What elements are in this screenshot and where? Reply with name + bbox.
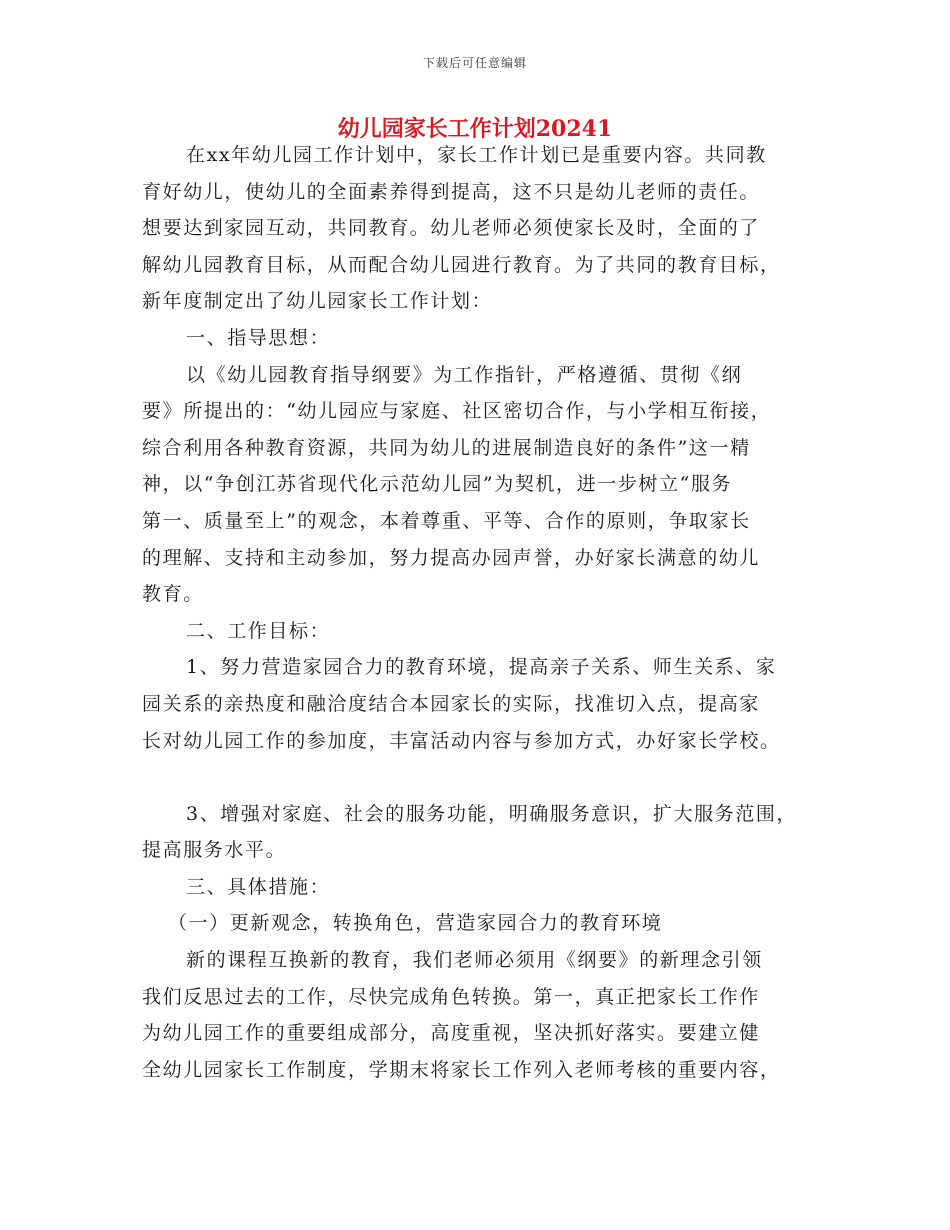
paragraph-line: 教育。 <box>142 583 204 606</box>
paragraph-line: 长对幼儿园工作的参加度，丰富活动内容与参加方式，办好家长学校。 <box>142 729 781 752</box>
paragraph-line: 提高服务水平。 <box>142 839 287 862</box>
paragraph-line: 神，以“争创江苏省现代化示范幼儿园”为契机，进一步树立“服务 <box>142 473 733 496</box>
blank-line <box>142 759 822 796</box>
section-heading: 一、指导思想： <box>186 326 331 349</box>
subsection-heading: （一）更新观念，转换角色，营造家园合力的教育环境 <box>168 912 663 935</box>
paragraph-line: 想要达到家园互动，共同教育。幼儿老师必须使家长及时，全面的了 <box>142 217 761 240</box>
section-heading: 二、工作目标： <box>186 619 331 642</box>
paragraph-line: 综合利用各种教育资源，共同为幼儿的进展制造良好的条件”这一精 <box>142 436 751 459</box>
paragraph-line: 新的课程互换新的教育，我们老师必须用《纲要》的新理念引领 <box>186 949 763 972</box>
section-heading: 三、具体措施： <box>186 875 331 898</box>
document-title: 幼儿园家长工作计划20241 <box>337 116 613 142</box>
paragraph-line: 育好幼儿，使幼儿的全面素养得到提高，这不只是幼儿老师的责任。 <box>142 180 761 203</box>
paragraph-line: 第一、质量至上”的观念，本着尊重、平等、合作的原则，争取家长 <box>142 509 751 532</box>
header-note: 下载后可任意编辑 <box>422 56 527 70</box>
paragraph-line: 1、努力营造家园合力的教育环境，提高亲子关系、师生关系、家 <box>186 656 777 679</box>
paragraph-line: 我们反思过去的工作，尽快完成角色转换。第一，真正把家长工作作 <box>142 985 761 1008</box>
paragraph-line: 在xx年幼儿园工作计划中，家长工作计划已是重要内容。共同教 <box>186 144 767 166</box>
paragraph-line: 园关系的亲热度和融洽度结合本园家长的实际，找准切入点，提高家 <box>142 692 761 715</box>
paragraph-line: 新年度制定出了幼儿园家长工作计划： <box>142 290 493 313</box>
paragraph-line: 全幼儿园家长工作制度，学期末将家长工作列入老师考核的重要内容， <box>142 1058 781 1081</box>
paragraph-line: 解幼儿园教育目标，从而配合幼儿园进行教育。为了共同的教育目标， <box>142 253 781 276</box>
paragraph-line: 3、增强对家庭、社会的服务功能，明确服务意识，扩大服务范围， <box>186 802 798 825</box>
paragraph-line: 要》所提出的：“幼儿园应与家庭、社区密切合作，与小学相互衔接， <box>142 400 772 423</box>
paragraph-line: 以《幼儿园教育指导纲要》为工作指针，严格遵循、贯彻《纲 <box>186 363 743 386</box>
paragraph-line: 的理解、支持和主动参加，努力提高办园声誉，办好家长满意的幼儿 <box>142 546 761 569</box>
document-body <box>142 137 822 1088</box>
paragraph-line: 为幼儿园工作的重要组成部分，高度重视，坚决抓好落实。要建立健 <box>142 1022 761 1045</box>
